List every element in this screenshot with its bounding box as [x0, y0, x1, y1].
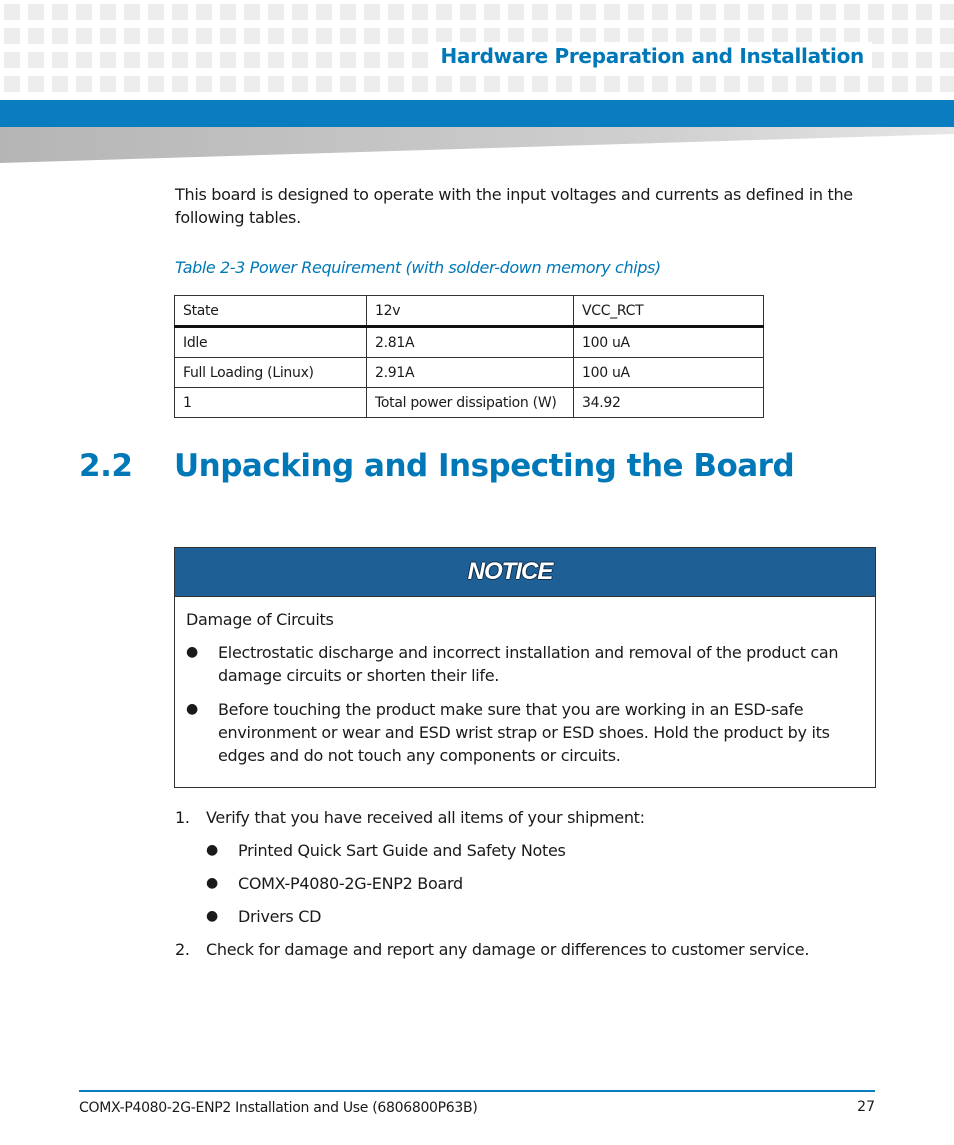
section-number: 2.2: [79, 448, 133, 484]
table-header-cell: State: [175, 296, 367, 327]
step-text: Check for damage and report any damage or differences to customer service.: [206, 940, 810, 959]
header-blue-band: [0, 100, 954, 127]
notice-bullet-text: Before touching the product make sure that you are working in an ESD-safe environment or wear and ESD wrist strap or ESD shoes. Hold the product by its edges and do not touch any components or circuits.: [218, 700, 830, 765]
shipment-item-text: Drivers CD: [238, 907, 322, 926]
shipment-item-text: COMX-P4080-2G-ENP2 Board: [238, 874, 463, 893]
bullet-dot-icon: ●: [186, 644, 198, 660]
notice-subtitle: Damage of Circuits: [186, 610, 334, 629]
bullet-dot-icon: ●: [206, 908, 218, 924]
footer-page-number: 27: [857, 1099, 875, 1115]
notice-header-bar: [175, 548, 875, 597]
table-cell: 34.92: [574, 388, 764, 418]
section-heading: [79, 445, 794, 487]
header-gray-swoosh: [0, 127, 954, 163]
shipment-list-item: [206, 839, 875, 862]
shipment-item-text: Printed Quick Sart Guide and Safety Notes: [238, 841, 566, 860]
notice-bullet-item: [186, 698, 863, 767]
table-cell: 100 uA: [574, 358, 764, 388]
notice-box: [174, 547, 876, 788]
footer-document-title: COMX-P4080-2G-ENP2 Installation and Use (6806800P63B): [79, 1100, 478, 1116]
footer-rule: [79, 1090, 875, 1092]
bullet-dot-icon: ●: [186, 701, 198, 717]
table-cell: 1: [175, 388, 367, 418]
table-row: [175, 388, 764, 418]
notice-body: [175, 597, 875, 767]
table-cell: 2.91A: [367, 358, 574, 388]
bullet-dot-icon: ●: [206, 875, 218, 891]
notice-bullet-text: Electrostatic discharge and incorrect installation and removal of the product can damage circuits or shorten their life.: [218, 643, 839, 685]
table-cell: Total power dissipation (W): [367, 388, 574, 418]
table-row: [175, 358, 764, 388]
step-text: Verify that you have received all items of your shipment:: [206, 808, 645, 827]
notice-label: NOTICE: [467, 558, 553, 585]
table-header-cell: VCC_RCT: [574, 296, 764, 327]
notice-bullet-item: [186, 641, 863, 687]
table-header-cell: 12v: [367, 296, 574, 327]
step-item: [175, 938, 875, 961]
procedure-steps: [175, 806, 875, 971]
running-header-title: Hardware Preparation and Installation: [432, 42, 872, 70]
power-requirement-table: [174, 295, 764, 418]
section-title: Unpacking and Inspecting the Board: [174, 448, 795, 484]
step-number: 1.: [175, 808, 190, 827]
shipment-list-item: [206, 905, 875, 928]
table-cell: 100 uA: [574, 327, 764, 358]
step-number: 2.: [175, 940, 190, 959]
table-row: [175, 327, 764, 358]
intro-paragraph: This board is designed to operate with the input voltages and currents as defined in the following tables.: [175, 185, 853, 227]
step-item: [175, 806, 875, 829]
table-cell: 2.81A: [367, 327, 574, 358]
table-header-row: [175, 296, 764, 327]
table-cell: Idle: [175, 327, 367, 358]
table-caption: Table 2-3 Power Requirement (with solder-down memory chips): [175, 258, 661, 277]
table-cell: Full Loading (Linux): [175, 358, 367, 388]
shipment-list-item: [206, 872, 875, 895]
bullet-dot-icon: ●: [206, 842, 218, 858]
